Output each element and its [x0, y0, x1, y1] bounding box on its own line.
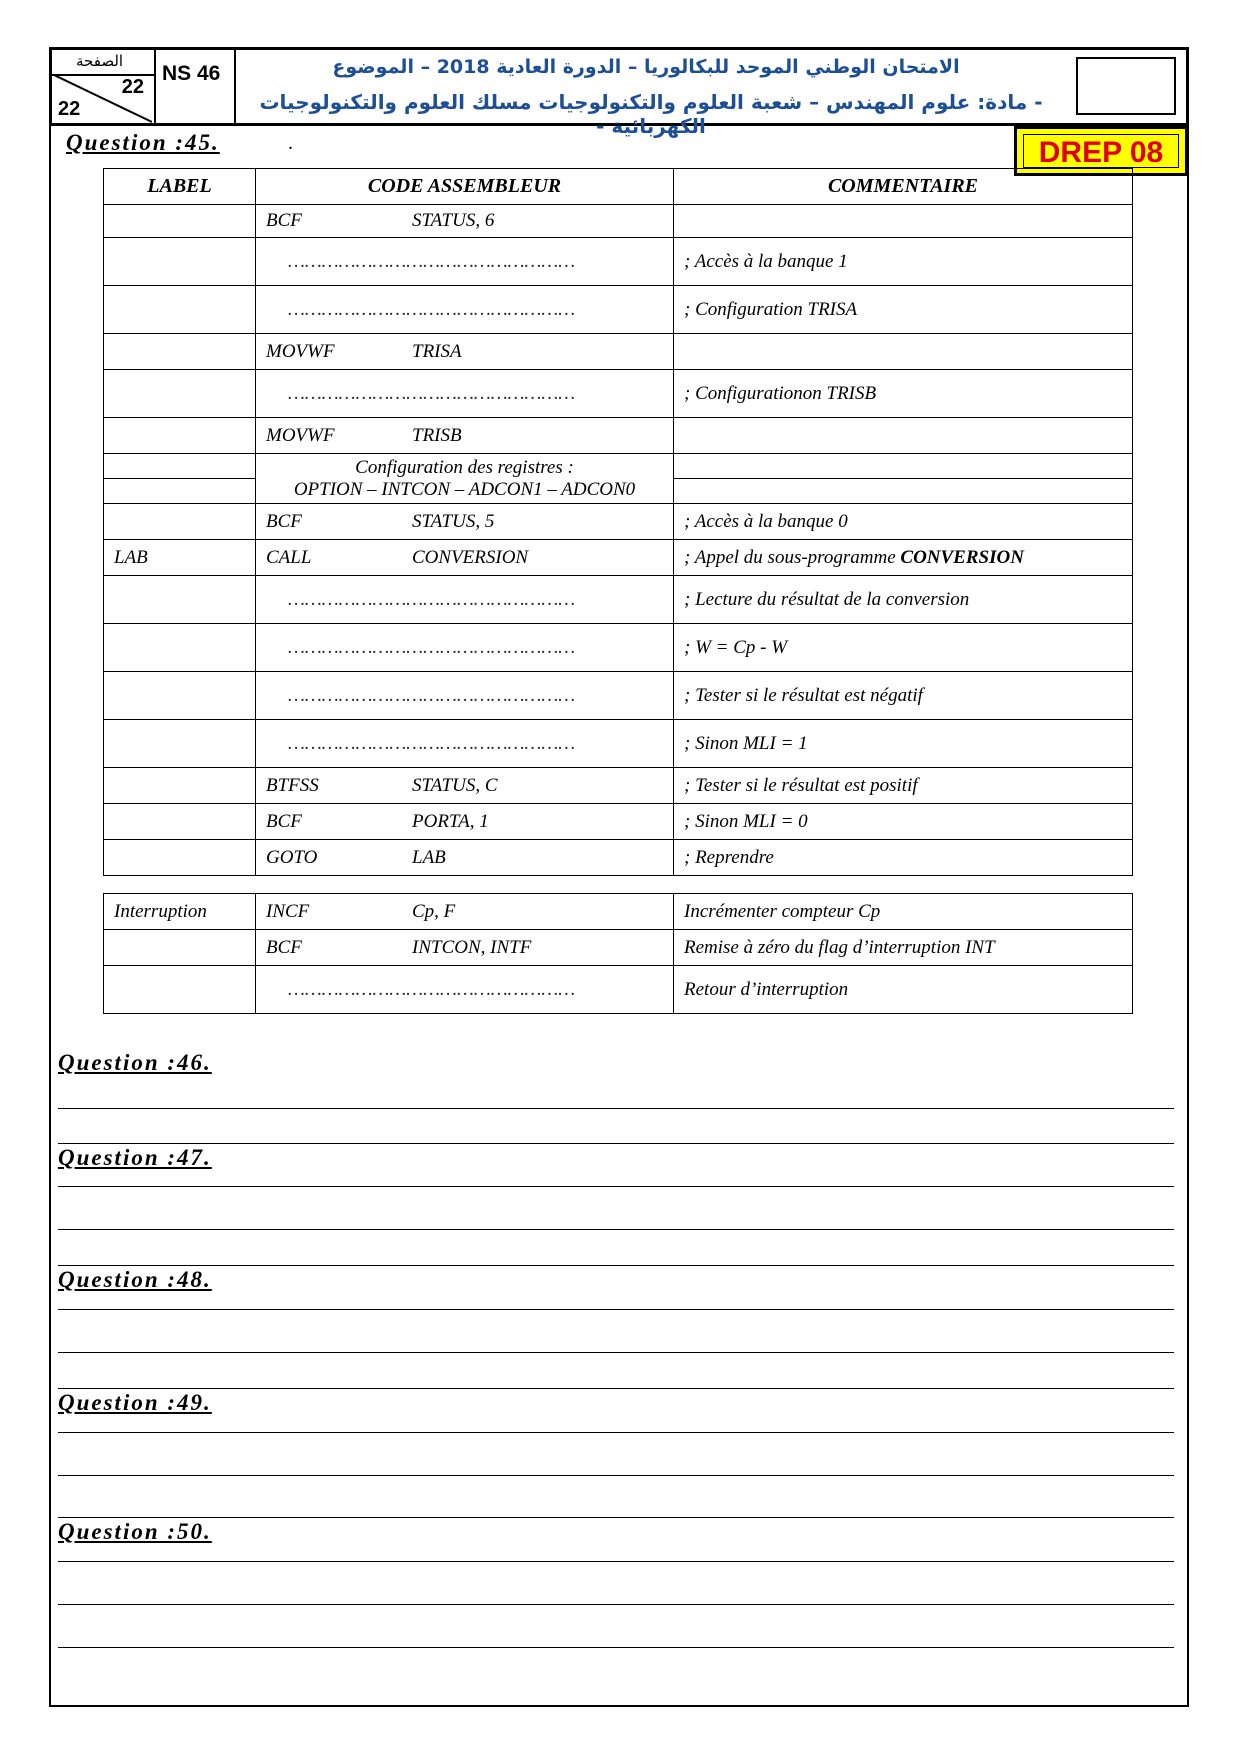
dotted-placeholder: ……………………………………………: [288, 732, 576, 754]
table-row: [104, 768, 1133, 804]
table-cell-comment: ; Configuration TRISA: [674, 286, 1133, 334]
table-cell-label: LAB: [104, 540, 256, 576]
opcode: BCF: [266, 936, 302, 958]
question-50-title: Question :50.: [58, 1519, 212, 1544]
answer-line[interactable]: [58, 1265, 1174, 1266]
table-row-label: [104, 454, 256, 479]
table-cell-comment: ; Reprendre: [674, 840, 1133, 876]
table-cell-code: [256, 804, 674, 840]
blank-code-field[interactable]: [256, 576, 674, 624]
table-cell-comment: [674, 205, 1133, 238]
drep-label: DREP 08: [1023, 134, 1179, 168]
table-cell-comment: Remise à zéro du flag d’interruption INT: [674, 930, 1133, 966]
opcode: MOVWF: [266, 424, 335, 446]
table-cell-label: [104, 624, 256, 672]
table-row-comment: [674, 479, 1133, 504]
table-cell-label: [104, 334, 256, 370]
table-cell-code: [256, 840, 674, 876]
answer-line[interactable]: [58, 1229, 1174, 1230]
answer-line[interactable]: [58, 1352, 1174, 1353]
table-cell-label: [104, 930, 256, 966]
operand: LAB: [412, 846, 446, 868]
blank-code-field[interactable]: [256, 370, 674, 418]
table-row: [104, 334, 1133, 370]
table-cell-comment: ; Sinon MLI = 0: [674, 804, 1133, 840]
table-row: [104, 894, 1133, 930]
answer-line[interactable]: [58, 1647, 1174, 1648]
answer-line[interactable]: [58, 1388, 1174, 1389]
table-cell-comment: ; W = Cp - W: [674, 624, 1133, 672]
question-47-title: Question :47.: [58, 1145, 212, 1170]
exam-titles: [236, 50, 1186, 138]
operand: INTCON, INTF: [412, 936, 532, 958]
table-cell-label: [104, 370, 256, 418]
config-line1: Configuration des registres :: [355, 456, 574, 478]
table-cell-comment: ; Configurationon TRISB: [674, 370, 1133, 418]
table-cell-label: [104, 840, 256, 876]
table-cell-code: [256, 540, 674, 576]
table-cell-label: [104, 720, 256, 768]
table-row: [104, 238, 1133, 286]
table-row: [104, 286, 1133, 334]
opcode: BCF: [266, 210, 302, 231]
table-cell-code: [256, 768, 674, 804]
comment-keyword: CONVERSION: [900, 546, 1024, 568]
answer-line[interactable]: [58, 1432, 1174, 1433]
table-row-comment: [674, 454, 1133, 479]
exam-title-line2: - مادة: علوم المهندس – شعبة العلوم والتكنولوجيات مسلك العلوم والتكنولوجيات الكهربائية -: [259, 90, 1043, 138]
opcode: INCF: [266, 900, 310, 922]
empty-box: [1076, 57, 1176, 115]
table-row: [104, 205, 1133, 238]
operand: STATUS, 6: [412, 210, 495, 231]
operand: CONVERSION: [412, 546, 529, 568]
table-row: [104, 418, 1133, 454]
table-cell-label: [104, 504, 256, 540]
table-cell-comment: ; Tester si le résultat est négatif: [674, 672, 1133, 720]
dotted-placeholder: ……………………………………………: [288, 588, 576, 610]
table-cell-label: [104, 576, 256, 624]
interrupt-table: [103, 893, 1133, 1014]
table-cell-comment: ; Sinon MLI = 1: [674, 720, 1133, 768]
table-cell-code: [256, 930, 674, 966]
question-46-title: Question :46.: [58, 1050, 212, 1075]
dotted-placeholder: ……………………………………………: [288, 684, 576, 706]
table-cell-comment: [674, 418, 1133, 454]
table-cell-comment: ; Tester si le résultat est positif: [674, 768, 1133, 804]
table-cell-label: [104, 672, 256, 720]
table-cell-comment: [674, 334, 1133, 370]
operand: PORTA, 1: [412, 810, 489, 832]
dotted-placeholder: ……………………………………………: [288, 298, 576, 320]
assembly-table: [103, 168, 1133, 876]
table-row: [104, 720, 1133, 768]
table-row: [104, 370, 1133, 418]
question-45-dot: .: [288, 132, 293, 154]
page-number-box: [52, 50, 156, 123]
exam-code: NS 46: [156, 50, 236, 123]
operand: STATUS, C: [412, 774, 498, 796]
table-cell-code: [256, 504, 674, 540]
table-cell-label: [104, 238, 256, 286]
blank-code-field[interactable]: [256, 720, 674, 768]
table-cell-label: [104, 966, 256, 1014]
table-cell-code: [256, 334, 674, 370]
question-49-title: Question :49.: [58, 1390, 212, 1415]
opcode: GOTO: [266, 846, 318, 868]
operand: TRISB: [412, 424, 462, 446]
page-label: الصفحة: [76, 52, 124, 70]
opcode: BTFSS: [266, 774, 319, 796]
table-cell-code: [256, 205, 674, 238]
table-cell-comment: Incrémenter compteur Cp: [674, 894, 1133, 930]
table-row-label: [104, 479, 256, 504]
table-row: [104, 624, 1133, 672]
comment-text: ; Appel du sous-programme: [684, 546, 901, 568]
table-row: [104, 576, 1133, 624]
blank-code-field[interactable]: [256, 624, 674, 672]
table-cell-comment: ; Lecture du résultat de la conversion: [674, 576, 1133, 624]
table-cell-comment: ; Accès à la banque 1: [674, 238, 1133, 286]
config-line2: OPTION – INTCON – ADCON1 – ADCON0: [293, 478, 636, 500]
answer-line[interactable]: [58, 1475, 1174, 1476]
dotted-placeholder: ……………………………………………: [288, 250, 576, 272]
table-cell-code: [256, 418, 674, 454]
opcode: MOVWF: [266, 340, 335, 362]
opcode: CALL: [266, 546, 312, 568]
table-cell-comment: ; Accès à la banque 0: [674, 504, 1133, 540]
config-registers-cell: [256, 454, 674, 504]
col-header-comment: COMMENTAIRE: [674, 169, 1133, 205]
col-header-label: LABEL: [104, 169, 256, 205]
table-cell-label: [104, 286, 256, 334]
table-cell-label: Interruption: [104, 894, 256, 930]
blank-code-field[interactable]: [256, 238, 674, 286]
table-row: [104, 966, 1133, 1014]
table-row: [104, 930, 1133, 966]
dotted-placeholder: ……………………………………………: [288, 382, 576, 404]
answer-line[interactable]: [58, 1561, 1174, 1562]
table-cell-comment: Retour d’interruption: [674, 966, 1133, 1014]
exam-title-line1: الامتحان الوطني الموحد للبكالوريا – الدورة العادية 2018 – الموضوع: [332, 56, 960, 78]
question-48-title: Question :48.: [58, 1267, 212, 1292]
answer-line[interactable]: [58, 1186, 1174, 1187]
table-cell-comment: [674, 540, 1133, 576]
exam-header: [49, 47, 1189, 138]
operand: Cp, F: [412, 900, 456, 922]
table-cell-label: [104, 205, 256, 238]
table-row: [104, 540, 1133, 576]
answer-line[interactable]: [58, 1108, 1174, 1109]
opcode: BCF: [266, 810, 302, 832]
table-cell-label: [104, 768, 256, 804]
page-current: 22: [121, 76, 144, 98]
answer-line[interactable]: [58, 1604, 1174, 1605]
answer-line[interactable]: [58, 1517, 1174, 1518]
blank-code-field[interactable]: [256, 966, 674, 1014]
table-cell-code: [256, 894, 674, 930]
table-row: [104, 840, 1133, 876]
dotted-placeholder: ……………………………………………: [288, 978, 576, 1000]
table-cell-label: [104, 418, 256, 454]
table-row: [104, 804, 1133, 840]
table-row: [104, 672, 1133, 720]
operand: STATUS, 5: [412, 510, 495, 532]
dotted-placeholder: ……………………………………………: [288, 636, 576, 658]
table-row: [104, 504, 1133, 540]
operand: TRISA: [412, 340, 462, 362]
answer-line[interactable]: [58, 1143, 1174, 1144]
opcode: BCF: [266, 510, 302, 532]
page-total: 22: [58, 98, 81, 120]
answer-line[interactable]: [58, 1309, 1174, 1310]
blank-code-field[interactable]: [256, 672, 674, 720]
col-header-code: CODE ASSEMBLEUR: [256, 169, 674, 205]
table-cell-label: [104, 804, 256, 840]
blank-code-field[interactable]: [256, 286, 674, 334]
question-45-title: Question :45.: [66, 130, 220, 155]
